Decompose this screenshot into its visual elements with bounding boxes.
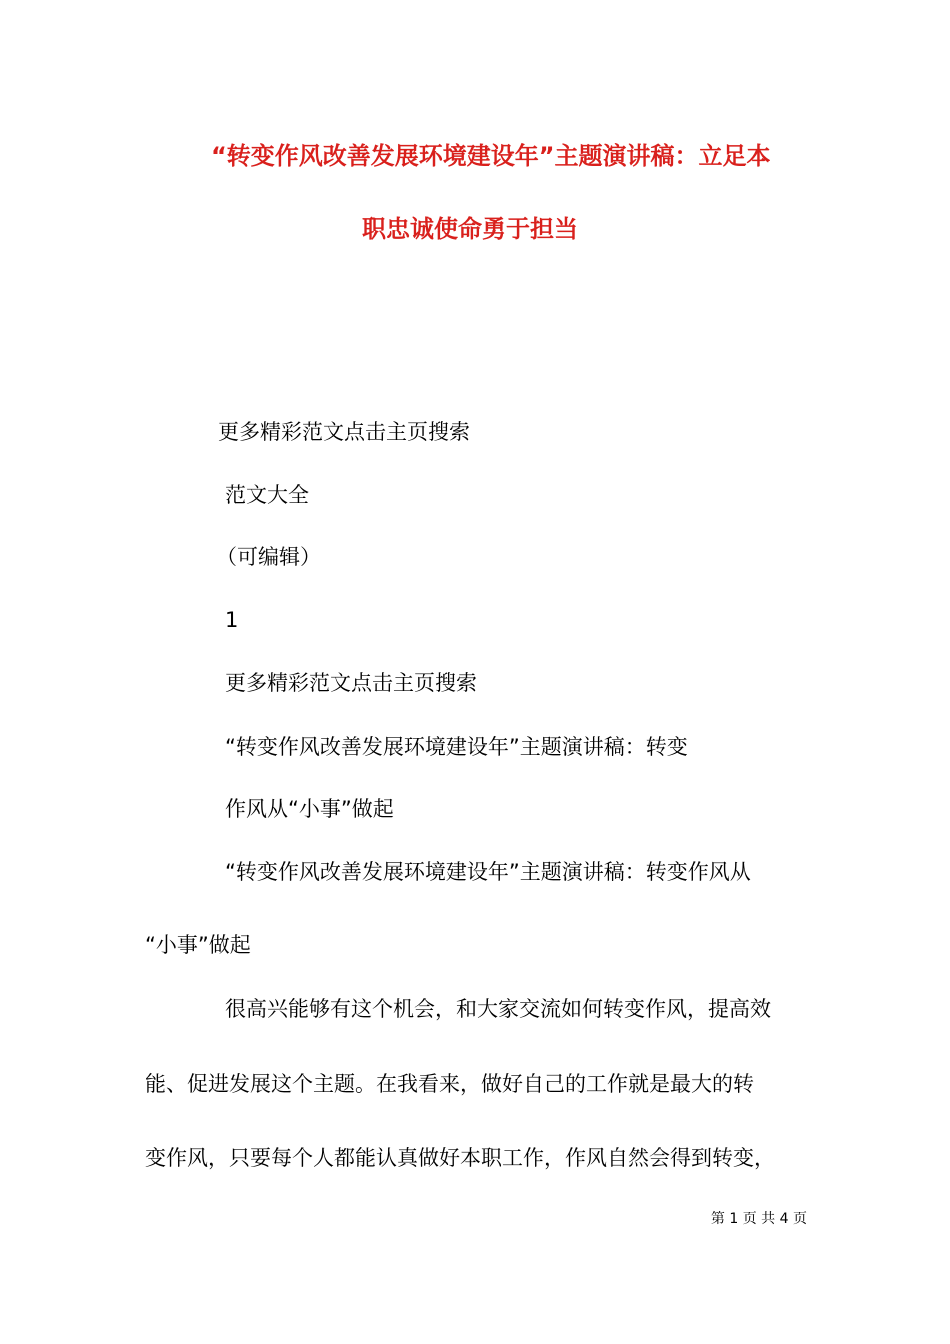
body-line: 变作风，只要每个人都能认真做好本职工作，作风自然会得到转变， [145,1146,775,1170]
page-number-footer: 第 1 页 共 4 页 [710,1211,807,1227]
body-line: 更多精彩范文点击主页搜索 [218,420,470,444]
body-line: 很高兴能够有这个机会，和大家交流如何转变作风，提高效 [225,997,771,1021]
body-line: “转变作风改善发展环境建设年”主题演讲稿：转变 [225,735,688,759]
body-line: 范文大全 [225,483,309,507]
body-line: （可编辑） [216,545,321,569]
document-title-line-1: “转变作风改善发展环境建设年”主题演讲稿：立足本 [211,142,771,170]
body-line: 1 [225,608,239,632]
body-line: 能、促进发展这个主题。在我看来，做好自己的工作就是最大的转 [145,1072,754,1096]
document-title-line-2: 职忠诚使命勇于担当 [362,215,578,243]
body-line: “转变作风改善发展环境建设年”主题演讲稿：转变作风从 [225,860,751,884]
body-line: “小事”做起 [145,933,251,957]
body-line: 更多精彩范文点击主页搜索 [225,671,477,695]
body-line: 作风从“小事”做起 [225,797,394,821]
